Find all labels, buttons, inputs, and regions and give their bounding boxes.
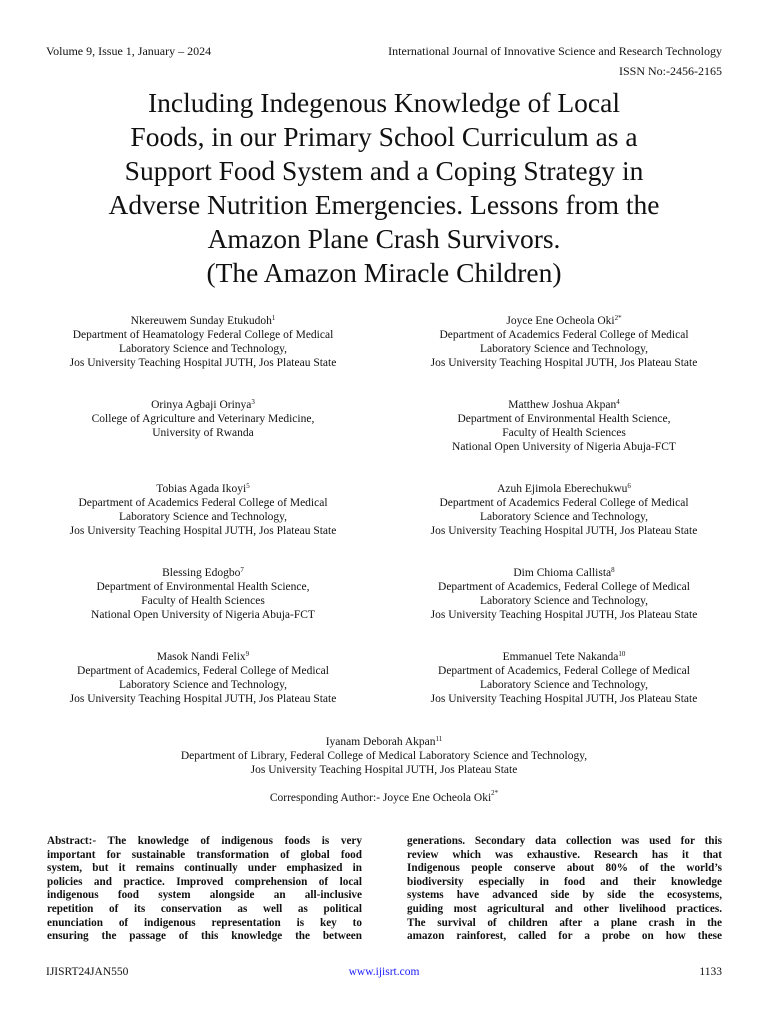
affiliation-line: University of Rwanda	[152, 427, 254, 439]
affiliation-line: Laboratory Science and Technology,	[118, 343, 288, 355]
author-block	[23, 314, 383, 370]
abstract-line: systems have advanced side by side the ecosystems,	[407, 889, 722, 902]
affiliation-line: Department of Academics, Federal College of Medical	[438, 665, 690, 677]
author-block	[23, 650, 383, 706]
author-block	[84, 735, 684, 777]
paper-title	[40, 86, 728, 290]
affiliation-line: Department of Academics Federal College of Medical	[439, 329, 689, 341]
affiliation-line: Department of Academics Federal College of Medical	[439, 497, 689, 509]
affiliation-line: Laboratory Science and Technology,	[118, 679, 288, 691]
footer-link-wrap	[0, 966, 768, 978]
author-name: Tobias Agada Ikoyi$^5$	[156, 482, 250, 495]
affiliation-line: Jos University Teaching Hospital JUTH, Jos Plateau State	[69, 525, 337, 537]
affiliation-line: National Open University of Nigeria Abuja-FCT	[452, 441, 676, 453]
author-block	[384, 398, 744, 454]
author-name: Matthew Joshua Akpan$^4$	[508, 398, 620, 411]
affiliation-line: Department of Heamatology Federal College of Medical	[72, 329, 334, 341]
page-number: 1133	[699, 966, 722, 978]
abstract-line: biodiversity especially in food and their knowledge	[407, 875, 722, 888]
abstract-line: Indigenous people conserve about 80% of the world’s	[407, 862, 722, 875]
author-name: Joyce Ene Ocheola Oki$^{2*}$	[506, 314, 622, 327]
author-name: Iyanam Deborah Akpan$^{11}$	[325, 735, 443, 748]
author-block	[384, 650, 744, 706]
affiliation-line: Department of Environmental Health Science,	[457, 413, 671, 425]
affiliation-line: Laboratory Science and Technology,	[479, 511, 649, 523]
author-block	[384, 566, 744, 622]
affiliation-line: Laboratory Science and Technology,	[479, 679, 649, 691]
affiliation-line: Department of Academics, Federal College of Medical	[77, 665, 329, 677]
title-line: Adverse Nutrition Emergencies. Lessons from the	[108, 189, 660, 220]
abstract-line: The survival of children after a plane crash in the	[407, 916, 722, 929]
affiliation-line: Jos University Teaching Hospital JUTH, Jos Plateau State	[250, 764, 518, 776]
abstract-line: enunciation of indigenous representation is key to	[47, 916, 362, 929]
affiliation-line: Faculty of Health Sciences	[141, 595, 265, 607]
affiliation-line: Laboratory Science and Technology,	[479, 595, 649, 607]
corresponding-author: Corresponding Author:- Joyce Ene Ocheola Oki$^{2*}$	[269, 789, 499, 804]
affiliation-line: Laboratory Science and Technology,	[118, 511, 288, 523]
affiliation-line: Jos University Teaching Hospital JUTH, Jos Plateau State	[430, 357, 698, 369]
abstract-line: amazon rainforest, called for a probe on how these	[407, 930, 722, 943]
affiliation-line: National Open University of Nigeria Abuja-FCT	[91, 609, 315, 621]
author-name: Nkereuwem Sunday Etukudoh$^1$	[130, 314, 276, 327]
title-line: Support Food System and a Coping Strategy in	[124, 155, 644, 186]
author-block	[23, 398, 383, 440]
affiliation-line: Jos University Teaching Hospital JUTH, Jos Plateau State	[69, 693, 337, 705]
affiliation-line: Department of Academics Federal College of Medical	[78, 497, 328, 509]
abstract-line: review which was exhaustive. Research has it that	[407, 848, 722, 861]
abstract-line: system, but it remains continually under emphasized in	[47, 862, 362, 875]
affiliation-line: Jos University Teaching Hospital JUTH, Jos Plateau State	[430, 609, 698, 621]
affiliation-line: Faculty of Health Sciences	[502, 427, 626, 439]
title-line: Foods, in our Primary School Curriculum as a	[130, 121, 638, 152]
author-name: Azuh Ejimola Eberechukwu$^6$	[497, 482, 631, 495]
affiliation-line: Department of Academics, Federal College of Medical	[438, 581, 690, 593]
affiliation-line: Laboratory Science and Technology,	[479, 343, 649, 355]
website-link[interactable]: www.ijisrt.com	[348, 966, 420, 978]
title-line: Amazon Plane Crash Survivors.	[207, 223, 561, 254]
author-block	[23, 566, 383, 622]
author-block	[23, 482, 383, 538]
issn: ISSN No:-2456-2165	[618, 64, 722, 78]
abstract-column-left	[47, 835, 362, 947]
author-name: Masok Nandi Felix$^9$	[156, 650, 250, 663]
abstract-line: indigenous food system alongside an all-inclusive	[47, 889, 362, 902]
paper-code: IJISRT24JAN550	[46, 966, 129, 978]
affiliation-line: Department of Library, Federal College of Medical Laboratory Science and Technology,	[180, 750, 588, 762]
author-block	[384, 482, 744, 538]
issue-info: Volume 9, Issue 1, January – 2024	[46, 44, 212, 58]
affiliation-line: College of Agriculture and Veterinary Medicine,	[91, 413, 315, 425]
affiliation-line: Jos University Teaching Hospital JUTH, Jos Plateau State	[69, 357, 337, 369]
author-name: Orinya Agbaji Orinya$^3$	[151, 398, 255, 411]
affiliation-line: Department of Environmental Health Science,	[96, 581, 310, 593]
journal-name: International Journal of Innovative Science and Research Technology	[388, 44, 722, 58]
title-line: (The Amazon Miracle Children)	[206, 257, 562, 288]
title-line: Including Indegenous Knowledge of Local	[148, 87, 620, 118]
abstract-line: policies and practice. Improved comprehension of local	[47, 875, 362, 888]
author-name: Dim Chioma Callista$^8$	[513, 566, 615, 579]
affiliation-line: Jos University Teaching Hospital JUTH, Jos Plateau State	[430, 525, 698, 537]
abstract-line: ensuring the passage of this knowledge the between	[47, 930, 362, 943]
abstract-column-right	[407, 835, 722, 947]
abstract-line: guiding most agricultural and other livelihood practices.	[407, 902, 722, 915]
author-name: Emmanuel Tete Nakanda$^{10}$	[502, 650, 626, 663]
abstract-line: Abstract:- The knowledge of indigenous foods is very	[47, 835, 362, 847]
abstract-line: repetition of its conservation as well as political	[47, 902, 362, 915]
abstract-line: generations. Secondary data collection was used for this	[407, 835, 722, 847]
abstract-line: important for sustainable transformation of global food	[47, 848, 362, 861]
author-block	[384, 314, 744, 370]
author-name: Blessing Edogbo$^7$	[162, 566, 244, 579]
affiliation-line: Jos University Teaching Hospital JUTH, Jos Plateau State	[430, 693, 698, 705]
